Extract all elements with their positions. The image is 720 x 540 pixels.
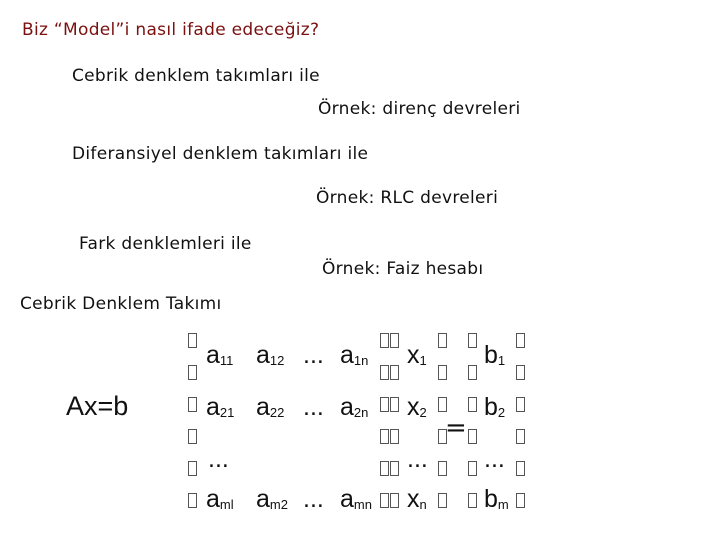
item-example-difference: Örnek: Faiz hesabı xyxy=(322,259,484,279)
matrix-a-entry: $a_{21}$ xyxy=(206,393,235,421)
equals-sign: = xyxy=(445,413,467,443)
matrix-equation xyxy=(60,325,530,525)
matrix-a-entry: $a_{11}$ xyxy=(206,341,234,369)
item-example-differential: Örnek: RLC devreleri xyxy=(316,188,499,208)
matrix-a-entry: $a_{12}$ xyxy=(256,341,285,369)
vector-x-entry: $x_2$ xyxy=(407,393,427,421)
matrix-a-entry: ... xyxy=(303,341,324,369)
matrix-a-entry: $a_{1n}$ xyxy=(340,341,369,369)
vector-b-entry: $b_2$ xyxy=(484,393,506,421)
matrix-a-entry: $a_{2n}$ xyxy=(340,393,369,421)
matrix-a-entry: $a_{ml}$ xyxy=(206,485,234,513)
equation-lhs: Ax=b xyxy=(66,391,129,421)
matrix-a-entry: ... xyxy=(208,445,229,473)
matrix-a-entry: ... xyxy=(303,393,324,421)
item-heading-differential: Diferansiyel denklem takımları ile xyxy=(72,144,369,164)
vector-b-entry: $b_m$ xyxy=(484,485,509,513)
matrix-a-entry: ... xyxy=(303,485,324,513)
vector-b-entry: $b_1$ xyxy=(484,341,506,369)
page-title: Biz “Model”i nasıl ifade edeceğiz? xyxy=(22,20,320,40)
item-heading-difference: Fark denklemleri ile xyxy=(79,234,252,254)
matrix-a-entry: $a_{mn}$ xyxy=(340,485,372,513)
vector-x-entry: ... xyxy=(407,445,428,473)
vector-b-entry: ... xyxy=(484,445,505,473)
vector-x-entry: $x_n$ xyxy=(407,485,427,513)
vector-x-entry: $x_1$ xyxy=(407,341,427,369)
item-heading-algebraic: Cebrik denklem takımları ile xyxy=(72,66,320,86)
matrix-a-entry: $a_{22}$ xyxy=(256,393,285,421)
section-label: Cebrik Denklem Takımı xyxy=(20,294,222,314)
item-example-algebraic: Örnek: direnç devreleri xyxy=(318,99,521,119)
matrix-a-entry: $a_{m2}$ xyxy=(256,485,288,513)
